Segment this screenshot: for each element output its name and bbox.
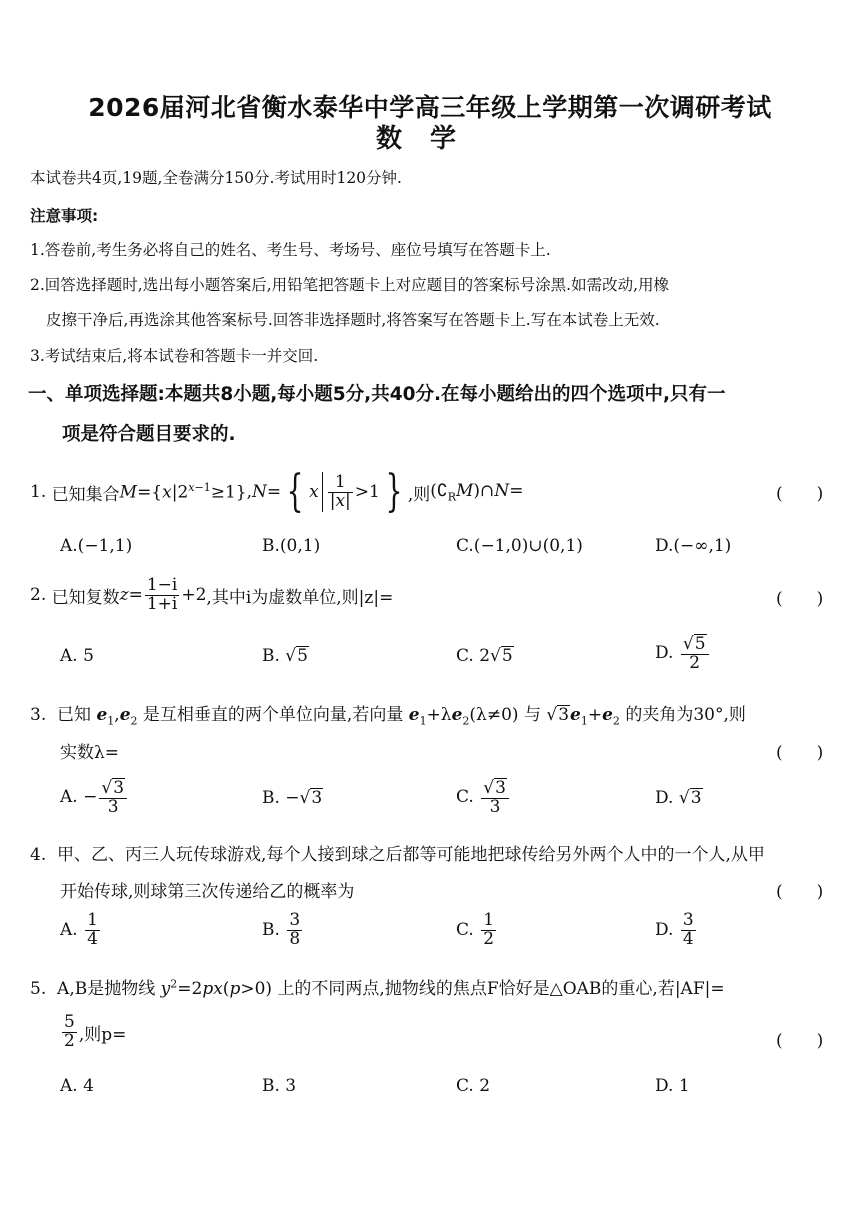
question-4 bbox=[30, 840, 765, 865]
exam-title: 2026届河北省衡水泰华中学高三年级上学期第一次调研考试 bbox=[88, 93, 772, 122]
option-b: B. √5 bbox=[262, 646, 308, 666]
question-4-cont: 开始传球,则球第三次传递给乙的概率为 bbox=[60, 882, 355, 902]
question-number: 4. bbox=[30, 845, 47, 865]
question-text-cont: ,其中i为虚数单位,则|z|= bbox=[206, 587, 394, 608]
notice-item-2: 2.回答选择题时,选出每小题答案后,用铅笔把答题卡上对应题目的答案标号涂黑.如需改动,用橡 bbox=[30, 276, 669, 294]
exam-intro: 本试卷共4页,19题,全卷满分150分.考试用时120分钟. bbox=[30, 169, 402, 187]
question-3-cont: 实数λ= bbox=[60, 743, 120, 763]
option-a: A. − $\frac{√3}{3}$ bbox=[60, 778, 129, 817]
question-text: A,B是抛物线 bbox=[57, 979, 156, 999]
answer-blank: ( ) bbox=[776, 743, 824, 763]
question-number: 5. bbox=[30, 979, 47, 999]
question-1: 1. 已知集合 $M=\{x|2^{x-1}\ge 1\}$ , N = { x $\frac{1}{|x|}$ >1 } ,则 $(∁_RM)\cap N=$ bbox=[30, 466, 524, 518]
option-a: A. $\frac{1}{4}$ bbox=[60, 910, 98, 949]
option-d: D. 1 bbox=[655, 1076, 690, 1096]
option-a: A. 4 bbox=[60, 1076, 94, 1096]
option-d: D. √3 bbox=[655, 788, 702, 808]
notice-heading: 注意事项: bbox=[30, 207, 99, 225]
question-text-cont: 上的不同两点,抛物线的焦点F恰好是△OAB的重心,若|AF|= bbox=[277, 979, 725, 999]
complement-expression: $(∁_RM)\cap N=$ bbox=[430, 480, 524, 504]
question-text: 已知集合 bbox=[51, 484, 120, 505]
complex-expression: z= $\frac{1-i}{1+i}$ +2 bbox=[119, 574, 207, 614]
notice-item-2-cont: 皮擦干净后,再选涂其他答案标号.回答非选择题时,将答案写在答题卡上.写在本试卷上无效. bbox=[46, 311, 660, 329]
question-5-cont: $\frac{5}{2}$ ,则p= bbox=[64, 1012, 127, 1051]
notice-item-1: 1.答卷前,考生务必将自己的姓名、考生号、考场号、座位号填写在答题卡上. bbox=[30, 241, 551, 259]
option-b: B. −√3 bbox=[262, 788, 323, 808]
option-b: B. $\frac{3}{8}$ bbox=[262, 910, 301, 949]
option-c: C. 2 bbox=[456, 1076, 491, 1096]
question-number: 2. bbox=[30, 585, 47, 605]
option-c: C.(−1,0)∪(0,1) bbox=[456, 536, 583, 556]
question-number: 1. bbox=[30, 482, 47, 502]
answer-blank: ( ) bbox=[776, 484, 824, 504]
set-m-expression: $M=\{x|2^{x-1}\ge 1\}$ bbox=[119, 481, 247, 503]
question-text: 已知复数 bbox=[51, 587, 120, 608]
option-d: D.(−∞,1) bbox=[655, 536, 732, 556]
question-number: 3. bbox=[30, 705, 47, 725]
answer-blank: ( ) bbox=[776, 882, 824, 902]
section-heading: 一、单项选择题:本题共8小题,每小题5分,共40分.在每小题给出的四个选项中,只有一 bbox=[28, 384, 726, 405]
option-c: C. $\frac{√3}{3}$ bbox=[456, 778, 511, 817]
option-d: D. $\frac{√5}{2}$ bbox=[655, 634, 711, 673]
question-5: 5. A,B是抛物线 $y^2=2px(p>0)$ 上的不同两点,抛物线的焦点F恰好是△OAB的重心,若|AF|= bbox=[30, 977, 725, 999]
option-d: D. $\frac{3}{4}$ bbox=[655, 910, 694, 949]
option-c: C. 2√5 bbox=[456, 646, 513, 666]
question-3: 3. 已知 $e_1,e_2$ 是互相垂直的两个单位向量,若向量 $e_1+\lambda e_2(\lambda\ne 0)$ 与 $√3e_1+e_2$ 的夹角为30°,则 bbox=[30, 705, 746, 728]
option-b: B.(0,1) bbox=[262, 536, 321, 556]
option-a: A. 5 bbox=[60, 646, 94, 666]
question-2 bbox=[30, 572, 393, 618]
option-b: B. 3 bbox=[262, 1076, 297, 1096]
answer-blank: ( ) bbox=[776, 589, 824, 609]
option-a: A.(−1,1) bbox=[60, 536, 133, 556]
answer-blank: ( ) bbox=[776, 1031, 824, 1051]
question-text: 已知 bbox=[57, 705, 92, 725]
question-text-cont: 是互相垂直的两个单位向量,若向量 bbox=[142, 705, 404, 725]
question-text: 甲、乙、丙三人玩传球游戏,每个人接到球之后都等可能地把球传给另外两个人中的一个人,从甲 bbox=[57, 845, 765, 865]
question-text-cont: ,则 bbox=[407, 484, 431, 505]
option-c: C. $\frac{1}{2}$ bbox=[456, 910, 495, 949]
notice-item-3: 3.考试结束后,将本试卷和答题卡一并交回. bbox=[30, 347, 319, 365]
section-heading-cont: 项是符合题目要求的. bbox=[62, 424, 236, 445]
subject-title: 数学 bbox=[375, 124, 484, 154]
